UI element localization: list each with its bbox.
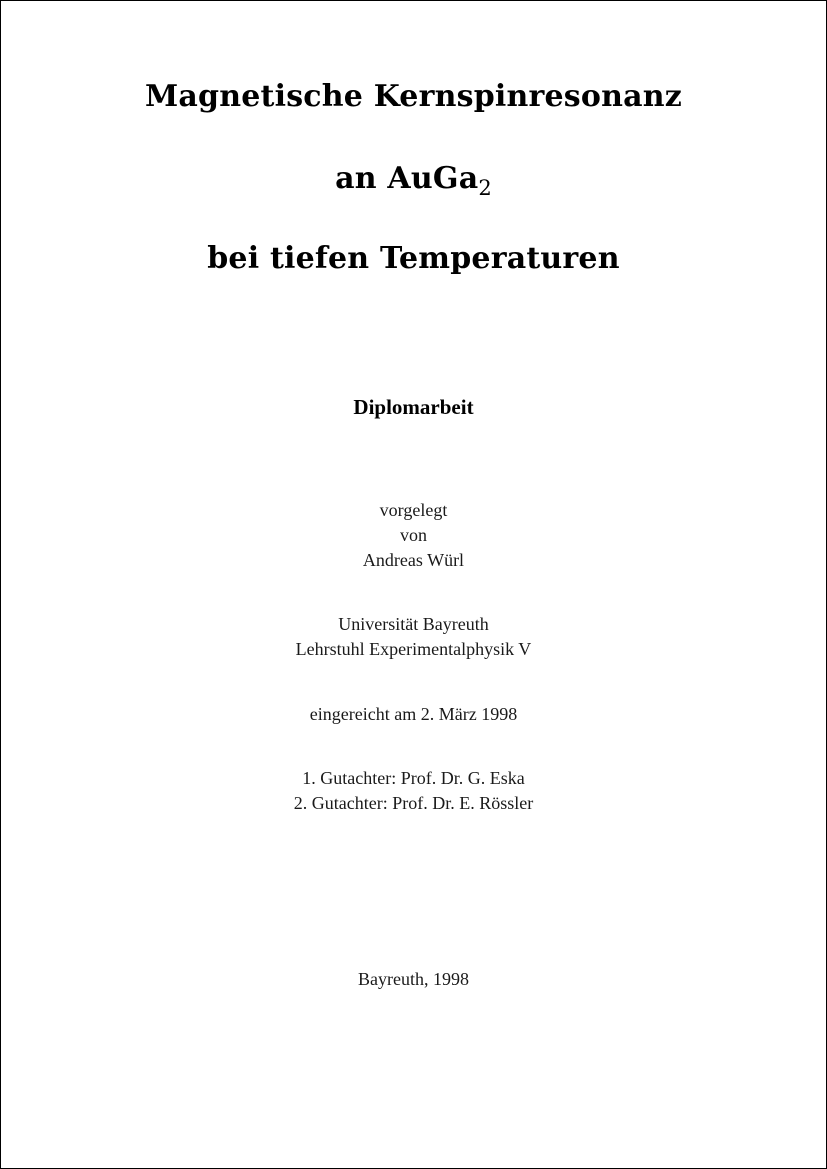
by-label: von [400,525,427,545]
author-name: Andreas Würl [362,550,465,570]
title-line-3: bei tiefen Temperaturen [207,241,620,276]
title-line-2-text: an AuGa [335,161,479,196]
chair-name: Lehrstuhl Experimentalphysik V [295,639,532,659]
university-name: Universität Bayreuth [338,614,489,634]
place-year: Bayreuth, 1998 [358,969,469,989]
reviewer-1: 1. Gutachter: Prof. Dr. G. Eska [302,768,525,788]
submitted-label: vorgelegt [379,500,448,520]
submission-date: eingereicht am 2. März 1998 [309,704,518,724]
title-line-2 [1,161,826,200]
reviewer-2: 2. Gutachter: Prof. Dr. E. Rössler [293,793,534,813]
title-subscript: 2 [478,176,492,200]
document-type: Diplomarbeit [353,395,474,419]
title-line-1: Magnetische Kernspinresonanz [145,79,682,114]
